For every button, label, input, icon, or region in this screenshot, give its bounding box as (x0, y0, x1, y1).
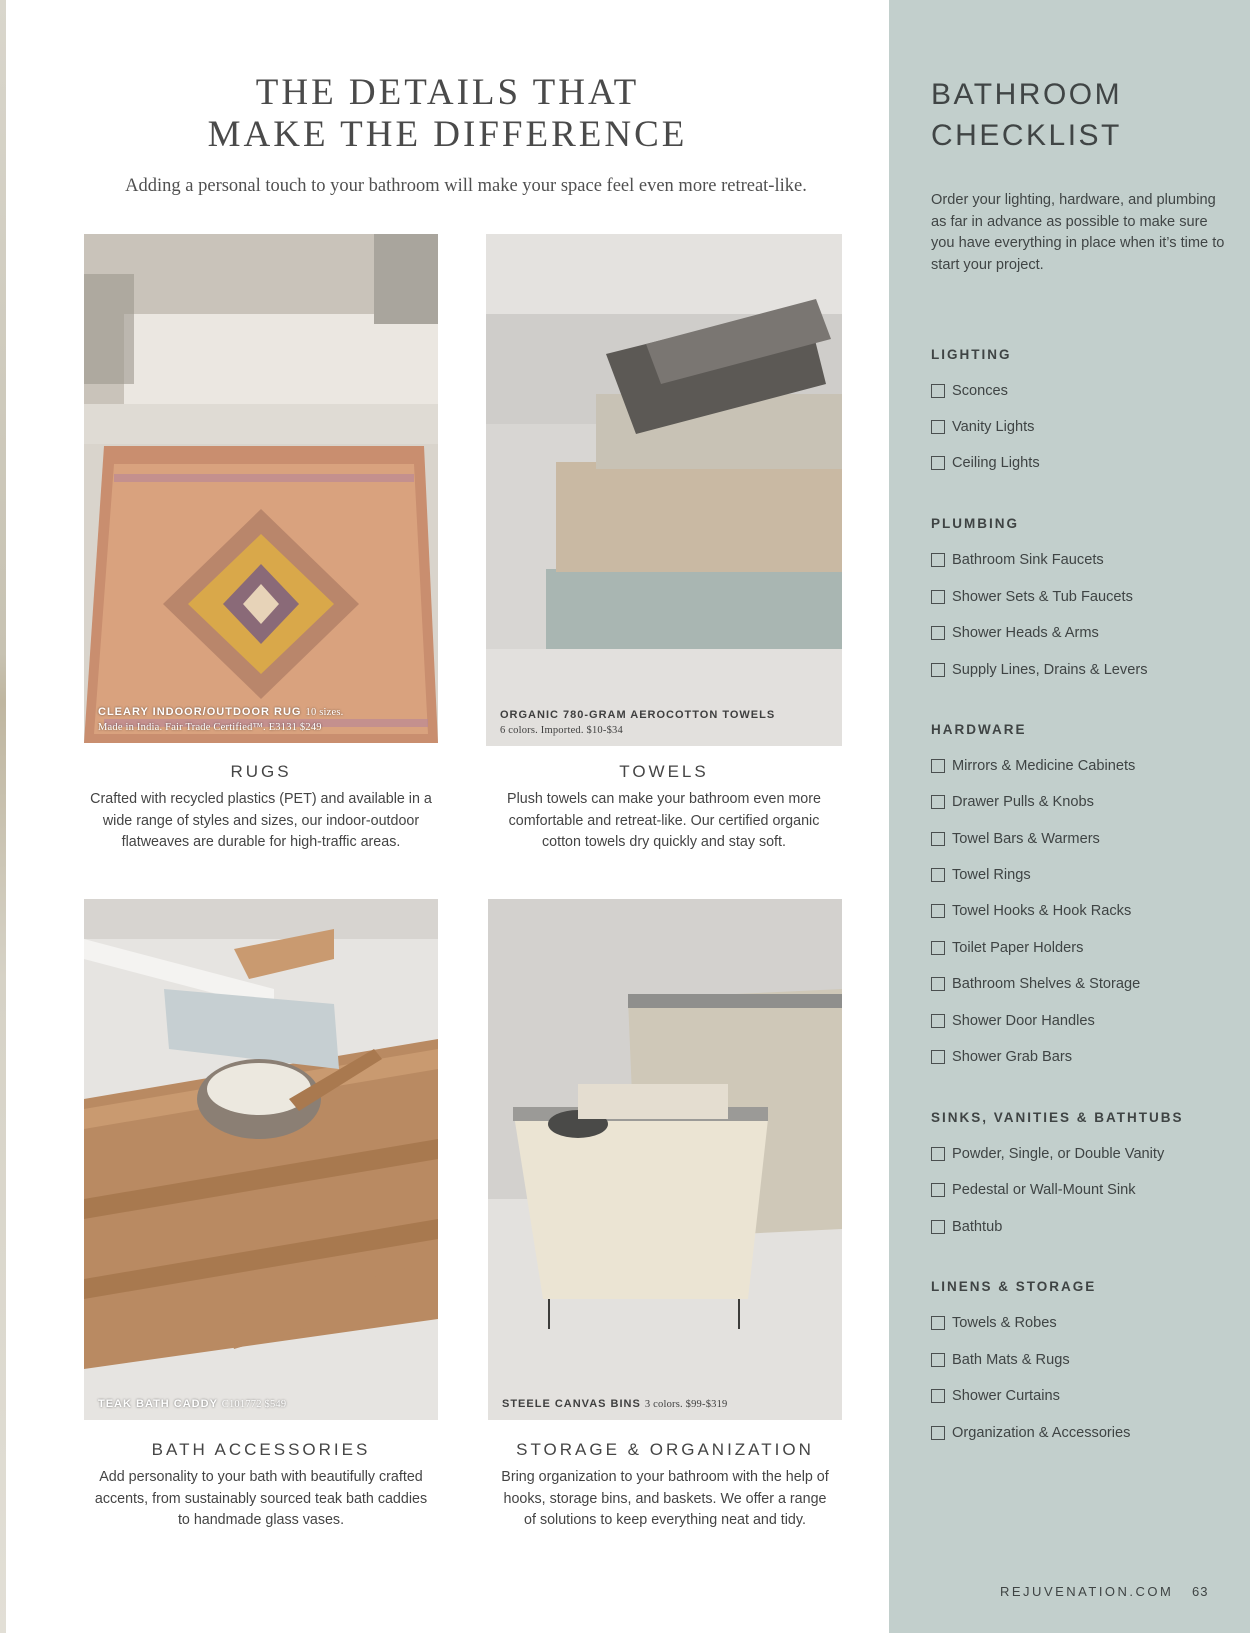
page-headline (6, 72, 889, 156)
checklist-item[interactable] (931, 661, 1148, 679)
checklist-item[interactable] (931, 1314, 1057, 1332)
checkbox[interactable] (931, 1426, 945, 1440)
storage-organization-description: Bring organization to your bathroom with the help of hooks, storage bins, and baskets. We offer a range of solutions to keep everything neat and tidy. (501, 1469, 829, 1528)
checklist-item-label: Supply Lines, Drains & Levers (952, 662, 1148, 678)
checklist-item[interactable] (931, 757, 1135, 775)
checklist-title-line-2: CHECKLIST (931, 119, 1122, 152)
checklist-item[interactable] (931, 793, 1094, 811)
checkbox[interactable] (931, 1220, 945, 1234)
checklist-item-label: Bathroom Shelves & Storage (952, 976, 1141, 992)
page-number: 63 (1192, 1584, 1209, 1599)
checkbox[interactable] (931, 1389, 945, 1403)
category-lighting: LIGHTING (931, 347, 1012, 362)
checkbox[interactable] (931, 832, 945, 846)
checklist-title (931, 74, 1122, 156)
checklist-item[interactable] (931, 1145, 1164, 1163)
checklist-item-label: Shower Heads & Arms (952, 625, 1099, 641)
checkbox[interactable] (931, 795, 945, 809)
checklist-item[interactable] (931, 1048, 1072, 1066)
checklist-item-label: Bathroom Sink Faucets (952, 552, 1104, 568)
towels-illustration (486, 234, 842, 746)
teak-caddy-caption-name: TEAK BATH CADDY (98, 1398, 218, 1410)
towels-caption-name: ORGANIC 780-GRAM AEROCOTTON TOWELS (500, 709, 776, 721)
canvas-bins-caption-name: STEELE CANVAS BINS (502, 1398, 641, 1410)
canvas-bins-photo (488, 899, 842, 1420)
checkbox[interactable] (931, 1183, 945, 1197)
category-plumbing: PLUMBING (931, 516, 1019, 531)
checkbox[interactable] (931, 1147, 945, 1161)
bathroom-checklist-panel (889, 0, 1250, 1633)
checklist-item-label: Organization & Accessories (952, 1425, 1131, 1441)
category-linens-storage: LINENS & STORAGE (931, 1279, 1097, 1294)
checklist-item[interactable] (931, 830, 1100, 848)
checklist-item[interactable] (931, 588, 1133, 606)
checklist-item-label: Pedestal or Wall-Mount Sink (952, 1182, 1136, 1198)
checklist-item-label: Powder, Single, or Double Vanity (952, 1146, 1165, 1162)
checklist-item-label: Vanity Lights (952, 419, 1035, 435)
checkbox[interactable] (931, 1316, 945, 1330)
checklist-item[interactable] (931, 1012, 1095, 1030)
rug-caption (98, 705, 343, 735)
page-subheadline: Adding a personal touch to your bathroom will make your space feel even more retreat-like. (125, 176, 807, 196)
checklist-item[interactable] (931, 551, 1104, 569)
storage-organization-title: STORAGE & ORGANIZATION (516, 1440, 814, 1459)
bath-accessories-description: Add personality to your bath with beautifully crafted accents, from sustainably sourced teak bath caddies to handmade glass vases. (94, 1469, 428, 1528)
towels-photo (486, 234, 842, 746)
checkbox[interactable] (931, 1014, 945, 1028)
canvas-bins-caption-sku: 3 colors. $99-$319 (644, 1399, 728, 1410)
towels-caption (500, 708, 775, 738)
towels-description: Plush towels can make your bathroom even more comfortable and retreat-like. Our certified organic cotton towels dry quickly and stay soft. (507, 791, 821, 850)
checklist-item-label: Bath Mats & Rugs (952, 1352, 1070, 1368)
checklist-item-label: Toilet Paper Holders (952, 940, 1084, 956)
checklist-title-line-1: BATHROOM (931, 78, 1123, 111)
checklist-item-label: Shower Sets & Tub Faucets (952, 589, 1133, 605)
checkbox[interactable] (931, 904, 945, 918)
checkbox[interactable] (931, 626, 945, 640)
rug-illustration (84, 234, 438, 743)
checkbox[interactable] (931, 384, 945, 398)
checklist-item-label: Sconces (952, 383, 1008, 399)
teak-caddy-illustration (84, 899, 438, 1420)
checklist-intro: Order your lighting, hardware, and plumbing as far in advance as possible to make sure you have everything in place when it’s time to start your project. (931, 192, 1225, 273)
rug-caption-name: CLEARY INDOOR/OUTDOOR RUG (98, 706, 302, 718)
towels-caption-details: 6 colors. Imported. $10-$34 (500, 725, 623, 736)
checklist-item-label: Towel Hooks & Hook Racks (952, 903, 1132, 919)
canvas-bins-illustration (488, 899, 842, 1420)
footer-url[interactable]: REJUVENATION.COM (1000, 1584, 1174, 1599)
checkbox[interactable] (931, 759, 945, 773)
category-hardware: HARDWARE (931, 722, 1027, 737)
checklist-item[interactable] (931, 939, 1083, 957)
checklist-item-label: Towel Bars & Warmers (952, 831, 1100, 847)
headline-line-2: MAKE THE DIFFERENCE (207, 114, 688, 155)
checklist-item[interactable] (931, 1218, 1002, 1236)
checklist-item[interactable] (931, 1181, 1136, 1199)
rug-caption-sizes: 10 sizes. (305, 707, 344, 718)
canvas-bins-caption (502, 1397, 728, 1412)
checkbox[interactable] (931, 456, 945, 470)
checklist-item[interactable] (931, 902, 1131, 920)
checklist-item[interactable] (931, 624, 1099, 642)
checklist-item[interactable] (931, 382, 1008, 400)
checklist-item-label: Ceiling Lights (952, 455, 1040, 471)
checklist-item-label: Towel Rings (952, 867, 1031, 883)
rug-caption-details: Made in India. Fair Trade Certified™. E3131 $249 (98, 722, 322, 733)
teak-caddy-photo (84, 899, 438, 1420)
checkbox[interactable] (931, 977, 945, 991)
checklist-item-label: Shower Door Handles (952, 1013, 1095, 1029)
checklist-item[interactable] (931, 1387, 1060, 1405)
category-sinks-vanities-bathtubs: SINKS, VANITIES & BATHTUBS (931, 1110, 1184, 1125)
rugs-title: RUGS (230, 762, 292, 781)
main-column (6, 0, 889, 1633)
checklist-item-label: Mirrors & Medicine Cabinets (952, 758, 1136, 774)
checklist-item-label: Bathtub (952, 1219, 1003, 1235)
checkbox[interactable] (931, 420, 945, 434)
checkbox[interactable] (931, 868, 945, 882)
checkbox[interactable] (931, 553, 945, 567)
rugs-description: Crafted with recycled plastics (PET) and available in a wide range of styles and sizes, our indoor-outdoor flatweaves are durable for high-traffic areas. (90, 791, 432, 850)
checkbox[interactable] (931, 941, 945, 955)
checklist-item-label: Drawer Pulls & Knobs (952, 794, 1094, 810)
checklist-item[interactable] (931, 454, 1040, 472)
checkbox[interactable] (931, 1353, 945, 1367)
checkbox[interactable] (931, 590, 945, 604)
checklist-item[interactable] (931, 1424, 1130, 1442)
checklist-item-label: Shower Curtains (952, 1388, 1060, 1404)
teak-caddy-caption (98, 1397, 286, 1412)
checklist-item[interactable] (931, 1351, 1070, 1369)
headline-line-1: THE DETAILS THAT (255, 72, 640, 113)
towels-title: TOWELS (619, 762, 709, 781)
checkbox[interactable] (931, 1050, 945, 1064)
checklist-item-label: Towels & Robes (952, 1315, 1057, 1331)
checklist-item[interactable] (931, 418, 1034, 436)
checklist-item[interactable] (931, 975, 1140, 993)
teak-caddy-caption-sku: C101772 $549 (221, 1399, 287, 1410)
checkbox[interactable] (931, 663, 945, 677)
checklist-item-label: Shower Grab Bars (952, 1049, 1073, 1065)
rug-photo (84, 234, 438, 743)
bath-accessories-title: BATH ACCESSORIES (151, 1440, 371, 1459)
checklist-item[interactable] (931, 866, 1031, 884)
